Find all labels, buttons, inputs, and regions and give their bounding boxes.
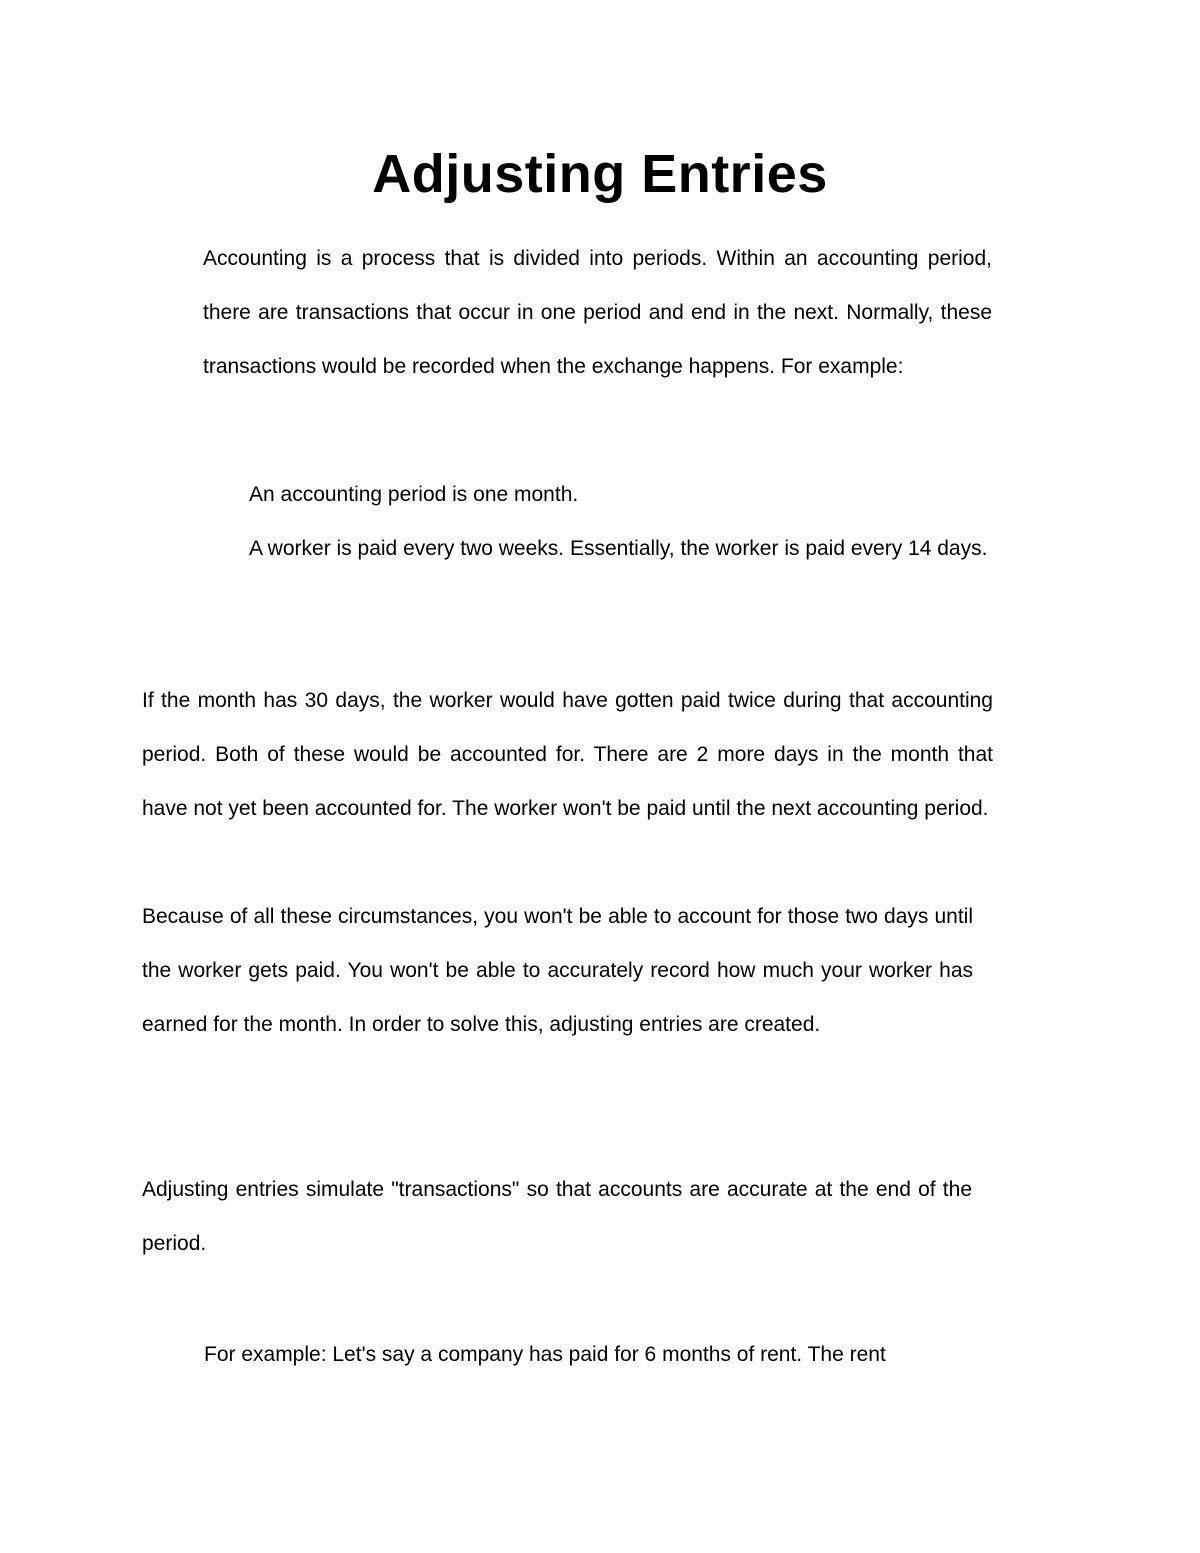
example-line-period: An accounting period is one month. <box>249 483 579 506</box>
intro-paragraph: Accounting is a process that is divided into periods. Within an accounting period, there are transactions that occur in one period and end in the next. Normally, these transactions would be recorded when the exchange happens. For example: <box>203 247 992 378</box>
circumstances-paragraph: Because of all these circumstances, you won't be able to account for those two days until the worker gets paid. You won't be able to accurately record how much your worker has earned for the month. In order to solve this, adjusting entries are created. <box>142 905 973 1036</box>
page-title: Adjusting Entries <box>372 144 828 204</box>
month-explanation-paragraph: If the month has 30 days, the worker would have gotten paid twice during that accounting period. Both of these would be accounted for. There are 2 more days in the month that have not yet been accounted for. The worker won't be paid until the next accounting period. <box>142 689 993 820</box>
definition-paragraph: Adjusting entries simulate "transactions" so that accounts are accurate at the end of the period. <box>142 1178 972 1255</box>
rent-example-paragraph: For example: Let's say a company has paid for 6 months of rent. The rent <box>204 1343 886 1366</box>
example-line-worker: A worker is paid every two weeks. Essentially, the worker is paid every 14 days. <box>249 537 988 560</box>
